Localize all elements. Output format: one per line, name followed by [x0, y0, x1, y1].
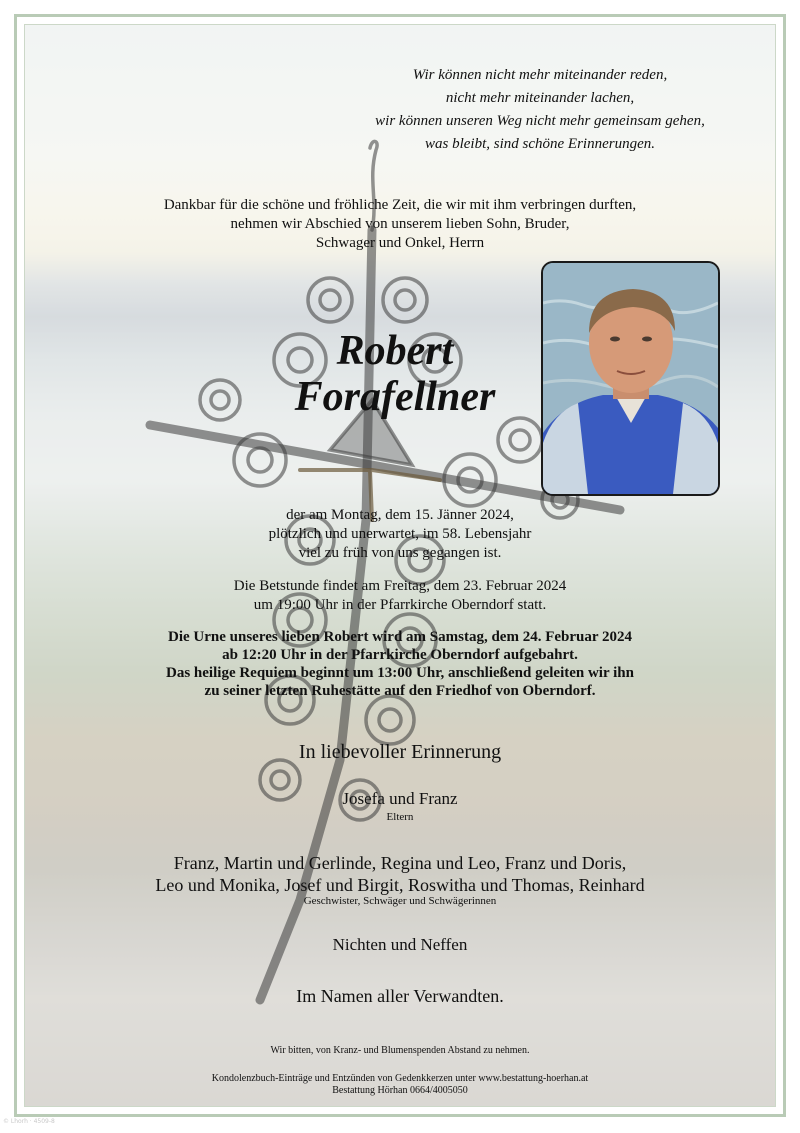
- prayer-hour-info: [60, 577, 740, 615]
- corner-mark: © Lhorh · 4509-8: [3, 1118, 55, 1125]
- siblings-line: Franz, Martin und Gerlinde, Regina und Leo, Franz und Doris,: [173, 853, 627, 873]
- poem-line: Wir können nicht mehr miteinander reden,: [412, 67, 668, 83]
- urne-line: ab 12:20 Uhr in der Pfarrkirche Oberndorf aufgebahrt.: [222, 647, 578, 663]
- urne-line: Die Urne unseres lieben Robert wird am Samstag, dem 24. Februar 2024: [168, 629, 632, 645]
- undertaker-contact: Bestattung Hörhan 0664/4005050: [332, 1085, 468, 1096]
- last-name: Forafellner: [294, 374, 496, 420]
- poem-line: was bleibt, sind schöne Erinnerungen.: [425, 136, 655, 152]
- condolence-note: Kondolenzbuch-Einträge und Entzünden von Gedenkkerzen unter www.bestattung-hoerhan.at: [211, 1073, 589, 1084]
- flowers-note: Wir bitten, von Kranz- und Blumenspenden Abstand zu nehmen.: [270, 1045, 530, 1056]
- parents-names: Josefa und Franz: [342, 789, 458, 808]
- siblings-line: Leo und Monika, Josef und Birgit, Roswitha und Thomas, Reinhard: [155, 875, 645, 895]
- portrait-icon: [543, 263, 718, 494]
- parents-label: Eltern: [386, 811, 414, 823]
- intro-text: [100, 196, 700, 253]
- death-details: [60, 506, 740, 563]
- nephews-line: Nichten und Neffen: [332, 935, 468, 954]
- intro-line: nehmen wir Abschied von unserem lieben Sohn, Bruder,: [230, 216, 570, 232]
- intro-line: Dankbar für die schöne und fröhliche Zeit, die wir mit ihm verbringen durften,: [163, 197, 637, 213]
- memory-title: In liebevoller Erinnerung: [298, 741, 502, 763]
- details-line: der am Montag, dem 15. Jänner 2024,: [286, 507, 514, 523]
- intro-line: Schwager und Onkel, Herrn: [315, 235, 485, 251]
- urne-line: zu seiner letzten Ruhestätte auf den Friedhof von Oberndorf.: [204, 683, 596, 699]
- portrait-photo: [541, 261, 720, 496]
- details-line: viel zu früh von uns gegangen ist.: [298, 545, 502, 561]
- siblings-label: Geschwister, Schwäger und Schwägerinnen: [303, 895, 497, 907]
- details-line: plötzlich und unerwartet, im 58. Lebensjahr: [268, 526, 532, 542]
- siblings-names: [100, 852, 700, 896]
- funeral-info: [60, 628, 740, 700]
- poem-line: wir können unseren Weg nicht mehr gemeinsam gehen,: [375, 113, 705, 129]
- relatives-line: Im Namen aller Verwandten.: [296, 986, 504, 1006]
- betstunde-line: Die Betstunde findet am Freitag, dem 23. Februar 2024: [233, 578, 567, 594]
- urne-line: Das heilige Requiem beginnt um 13:00 Uhr, anschließend geleiten wir ihn: [166, 665, 634, 681]
- first-name: Robert: [336, 328, 454, 374]
- poem: [300, 64, 780, 156]
- deceased-name: [210, 328, 580, 420]
- poem-line: nicht mehr miteinander lachen,: [445, 90, 635, 106]
- betstunde-line: um 19:00 Uhr in der Pfarrkirche Oberndorf statt.: [253, 597, 547, 613]
